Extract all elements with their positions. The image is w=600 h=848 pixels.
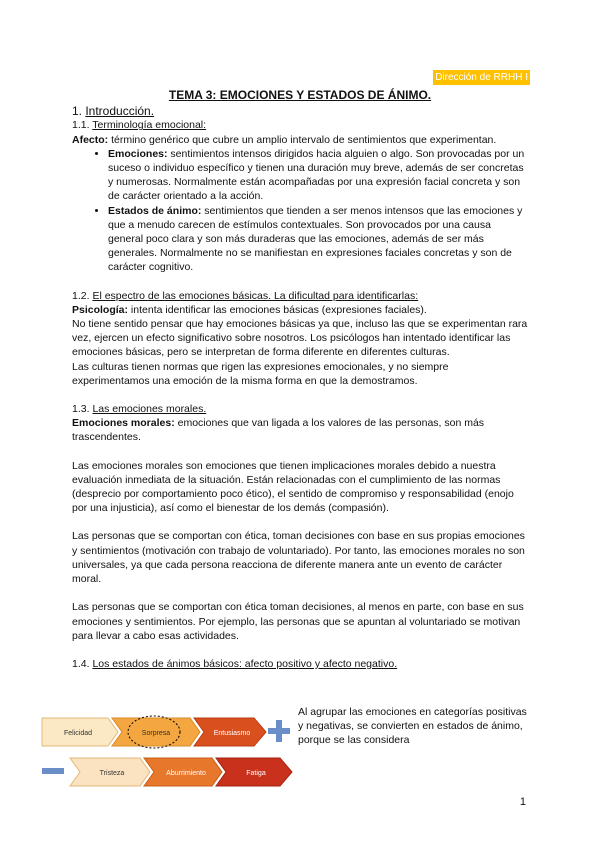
label-felicidad: Felicidad (63, 730, 93, 737)
diagram-side-text: Al agrupar las emociones en categorías positivas y negativas, se convierten en estados de ánimo, porque se las considera (298, 706, 527, 747)
afecto-definition: Afecto: término genérico que cubre un amplio intervalo de sentimientos que experimentan. (72, 133, 497, 146)
affect-diagram (40, 712, 296, 792)
label-aburrimiento: Aburrimiento (166, 770, 206, 777)
section-1-heading: 1. Introducción. (72, 104, 155, 119)
list-item: • Estados de ánimo: sentimientos que tienden a ser menos intensos que las emociones y que a menudo carecen de estímulos contextuales. Son provocados por una causa general poco clara y son más duraderas que las emociones, además de ser más generales. Normalmente no se manifiestan en expresiones faciales concretas y son de carácter cognitivo. (108, 204, 528, 275)
morales-definition: Emociones morales: emociones que van ligada a los valores de las personas, son más trascendentes. (72, 417, 485, 444)
minus-icon (42, 768, 64, 774)
section-1-1-heading: 1.1. Terminología emocional: (72, 119, 207, 132)
header-tag: Dirección de RRHH I (435, 72, 528, 83)
paragraph: Las culturas tienen normas que rigen las expresiones emocionales, y no siempre experimentamos una emoción de la misma forma en que la demostramos. (72, 360, 449, 387)
label-fatiga: Fatiga (246, 770, 266, 777)
section-1-3-heading: 1.3. Las emociones morales. (72, 403, 207, 416)
paragraph: Las emociones morales son emociones que tienen implicaciones morales debido a nuestra evaluación inmediata de la situación. Están relacionadas con el cumplimiento de las normas (desprecio por comportamiento poco ético), el sentido de compromiso y responsabilidad (enojo por una injusticia), así como el bienestar de los demás (compasión). (72, 459, 514, 515)
paragraph: No tiene sentido pensar que hay emociones básicas ya que, incluso las que se experimentan rara vez, ejercen un efecto significativo sobre nosotros. Los psicólogos han intentado identificar las emociones básicas, pero se interpretan de forma diferente en diferentes culturas. (72, 318, 528, 359)
section-1-2-heading: 1.2. El espectro de las emociones básicas. La dificultad para identificarlas: (72, 289, 419, 302)
page-title: TEMA 3: EMOCIONES Y ESTADOS DE ÁNIMO. (168, 88, 432, 102)
label-tristeza: Tristeza (99, 770, 125, 777)
document-body (72, 88, 528, 671)
page-number: 1 (519, 796, 526, 808)
label-sorpresa: Sorpresa (141, 730, 171, 737)
label-entusiasmo: Entusiasmo (213, 730, 251, 737)
paragraph: Las personas que se comportan con ética, toman decisiones con base en sus propias emociones y sentimientos (motivación con trabajo de voluntariado). Por tanto, las emociones morales no son universales, ya que cada persona reacciona de diferente manera ante un evento de carácter moral. (72, 530, 525, 586)
psicologia-definition: Psicología: intenta identificar las emociones básicas (expresiones faciales). (72, 303, 427, 316)
paragraph: Las personas que se comportan con ética toman decisiones, al menos en parte, con base en sus emociones y sentimientos. Por ejemplo, las personas que se apuntan al voluntariado se motivan para llevar a cabo esas actividades. (72, 601, 524, 642)
section-1-4-heading: 1.4. Los estados de ánimos básicos: afecto positivo y afecto negativo. (72, 657, 398, 670)
plus-icon (268, 720, 290, 742)
emotion-definitions-list (72, 147, 528, 275)
list-item: • Emociones: sentimientos intensos dirigidos hacia alguien o algo. Son provocadas por un suceso o individuo específico y tienen una duración muy breve, además de ser concretas y numerosas. Normalmente están acompañadas por una expresión facial concreta y son de carácter orientado a la acción. (108, 147, 528, 204)
